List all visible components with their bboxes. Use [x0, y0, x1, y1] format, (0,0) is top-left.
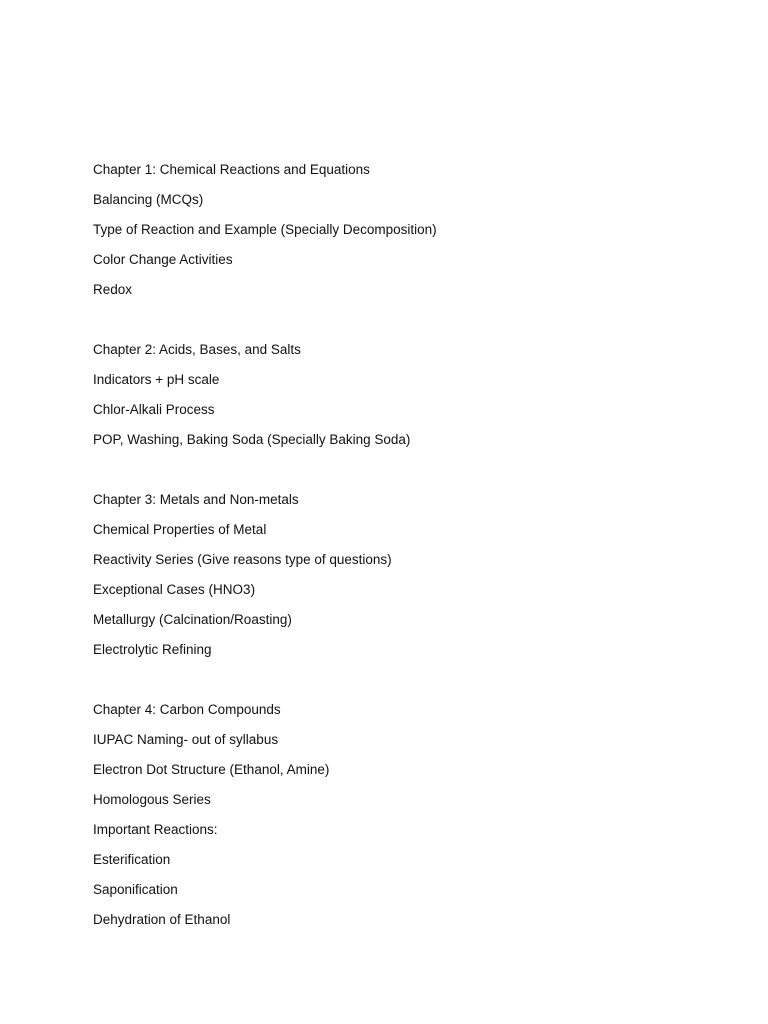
- document-content: [93, 160, 733, 940]
- chapter-3-item: Electrolytic Refining: [93, 642, 212, 657]
- section-spacer: [93, 310, 733, 340]
- chapter-1-heading: Chapter 1: Chemical Reactions and Equations: [93, 162, 370, 177]
- chapter-2-item: POP, Washing, Baking Soda (Specially Baking Soda): [93, 432, 411, 447]
- chapter-3-item: Reactivity Series (Give reasons type of questions): [93, 552, 392, 567]
- chapter-4-item: Important Reactions:: [93, 822, 218, 837]
- chapter-4-item: Electron Dot Structure (Ethanol, Amine): [93, 762, 330, 777]
- chapter-2-item: Chlor-Alkali Process: [93, 402, 215, 417]
- chapter-4-item: Dehydration of Ethanol: [93, 912, 231, 927]
- section-spacer: [93, 460, 733, 490]
- chapter-3-item: Exceptional Cases (HNO3): [93, 582, 256, 597]
- chapter-4-item: IUPAC Naming- out of syllabus: [93, 732, 279, 747]
- chapter-3-heading: Chapter 3: Metals and Non-metals: [93, 492, 299, 507]
- chapter-4-item: Esterification: [93, 852, 171, 867]
- chapter-1-item: Type of Reaction and Example (Specially Decomposition): [93, 222, 437, 237]
- chapter-4-item: Saponification: [93, 882, 178, 897]
- chapter-1-item: Color Change Activities: [93, 252, 233, 267]
- chapter-3-item: Chemical Properties of Metal: [93, 522, 267, 537]
- chapter-1-item: Redox: [93, 282, 133, 297]
- chapter-2-item: Indicators + pH scale: [93, 372, 220, 387]
- section-spacer: [93, 670, 733, 700]
- chapter-3-item: Metallurgy (Calcination/Roasting): [93, 612, 292, 627]
- chapter-4-item: Homologous Series: [93, 792, 211, 807]
- chapter-2-heading: Chapter 2: Acids, Bases, and Salts: [93, 342, 301, 357]
- chapter-4-heading: Chapter 4: Carbon Compounds: [93, 702, 281, 717]
- chapter-1-item: Balancing (MCQs): [93, 192, 204, 207]
